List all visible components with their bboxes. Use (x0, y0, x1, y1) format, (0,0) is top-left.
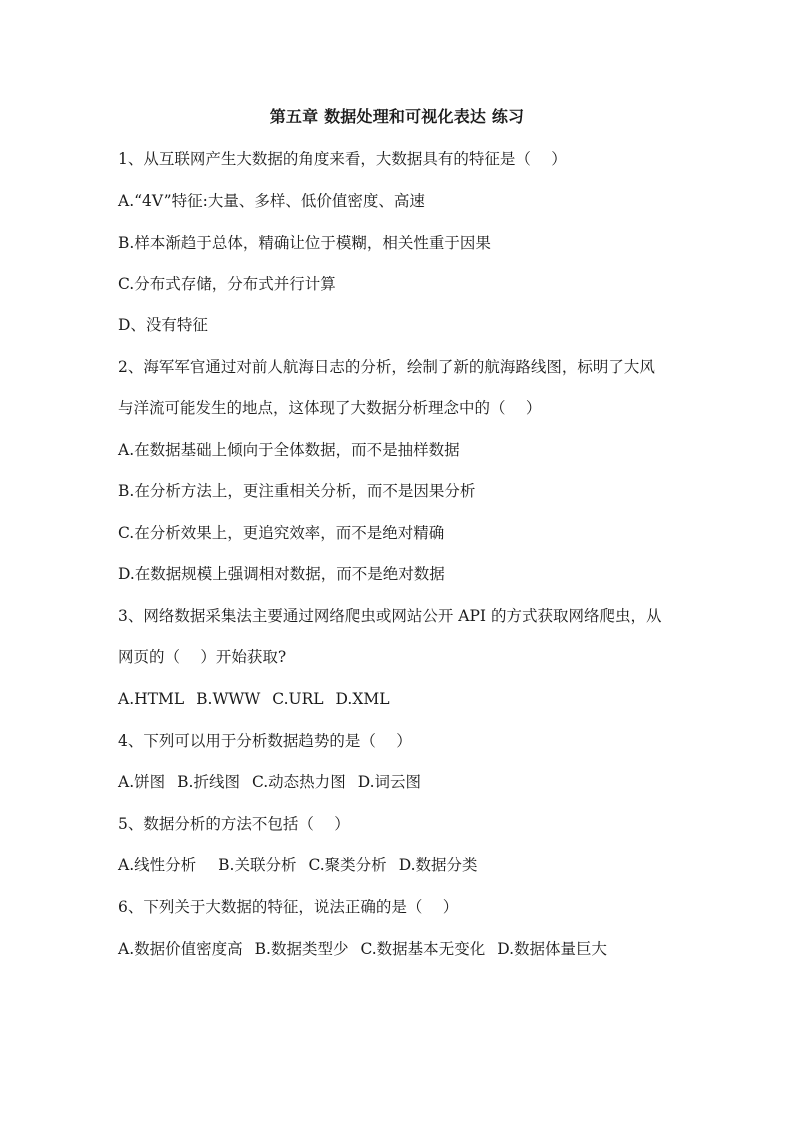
question-6-option-c: C.数据基本无变化 (360, 940, 486, 958)
question-2-stem-line-1: 2、海军军官通过对前人航海日志的分析，绘制了新的航海路线图，标明了大风 (118, 358, 655, 376)
question-2-option-c: C.在分析效果上，更追究效率，而不是绝对精确 (118, 524, 445, 542)
question-5-option-d: D.数据分类 (398, 856, 478, 874)
question-4-options (118, 771, 421, 793)
page-title: 第五章 数据处理和可视化表达 练习 (269, 107, 525, 126)
question-2-stem-line-2: 与洋流可能发生的地点，这体现了大数据分析理念中的（ ） (118, 399, 542, 417)
question-5-option-a: A.线性分析 (118, 856, 197, 874)
question-3-option-c: C.URL (272, 690, 324, 708)
question-6-option-b: B.数据类型少 (254, 940, 349, 958)
question-3-stem-line-2: 网页的（ ）开始获取? (118, 648, 287, 666)
question-6-stem: 6、下列关于大数据的特征，说法正确的是（ ） (118, 898, 459, 916)
question-1-option-c: C.分布式存储，分布式并行计算 (118, 275, 336, 293)
question-2-option-a: A.在数据基础上倾向于全体数据，而不是抽样数据 (118, 441, 460, 459)
question-3-stem-line-1: 3、网络数据采集法主要通过网络爬虫或网站公开 API 的方式获取网络爬虫，从 (118, 607, 662, 625)
question-4-option-c: C.动态热力图 (251, 773, 346, 791)
question-3-option-d: D.XML (335, 690, 390, 708)
question-5-option-c: C.聚类分析 (308, 856, 387, 874)
question-1-option-a: A.“4V”特征:大量、多样、低价值密度、高速 (118, 192, 425, 210)
question-2-option-b: B.在分析方法上，更注重相关分析，而不是因果分析 (118, 482, 476, 500)
question-1-option-d: D、没有特征 (118, 316, 208, 334)
question-3-options (118, 688, 390, 710)
question-3-option-a: A.HTML (118, 690, 185, 708)
question-4-stem: 4、下列可以用于分析数据趋势的是（ ） (118, 732, 412, 750)
question-5-stem: 5、数据分析的方法不包括（ ） (118, 815, 350, 833)
question-1-option-b: B.样本渐趋于总体，精确让位于模糊，相关性重于因果 (118, 234, 491, 252)
question-4-option-a: A.饼图 (118, 773, 166, 791)
question-4-option-d: D.词云图 (357, 773, 422, 791)
question-5-options (118, 854, 478, 876)
question-4-option-b: B.折线图 (177, 773, 240, 791)
question-6-option-a: A.数据价值密度高 (118, 940, 243, 958)
question-6-options (118, 938, 607, 960)
question-1-stem: 1、从互联网产生大数据的角度来看，大数据具有的特征是（ ） (118, 150, 567, 168)
question-5-option-b: B.关联分析 (218, 856, 297, 874)
question-6-option-d: D.数据体量巨大 (497, 940, 608, 958)
question-3-option-b: B.WWW (196, 690, 261, 708)
question-2-option-d: D.在数据规模上强调相对数据，而不是绝对数据 (118, 565, 445, 583)
